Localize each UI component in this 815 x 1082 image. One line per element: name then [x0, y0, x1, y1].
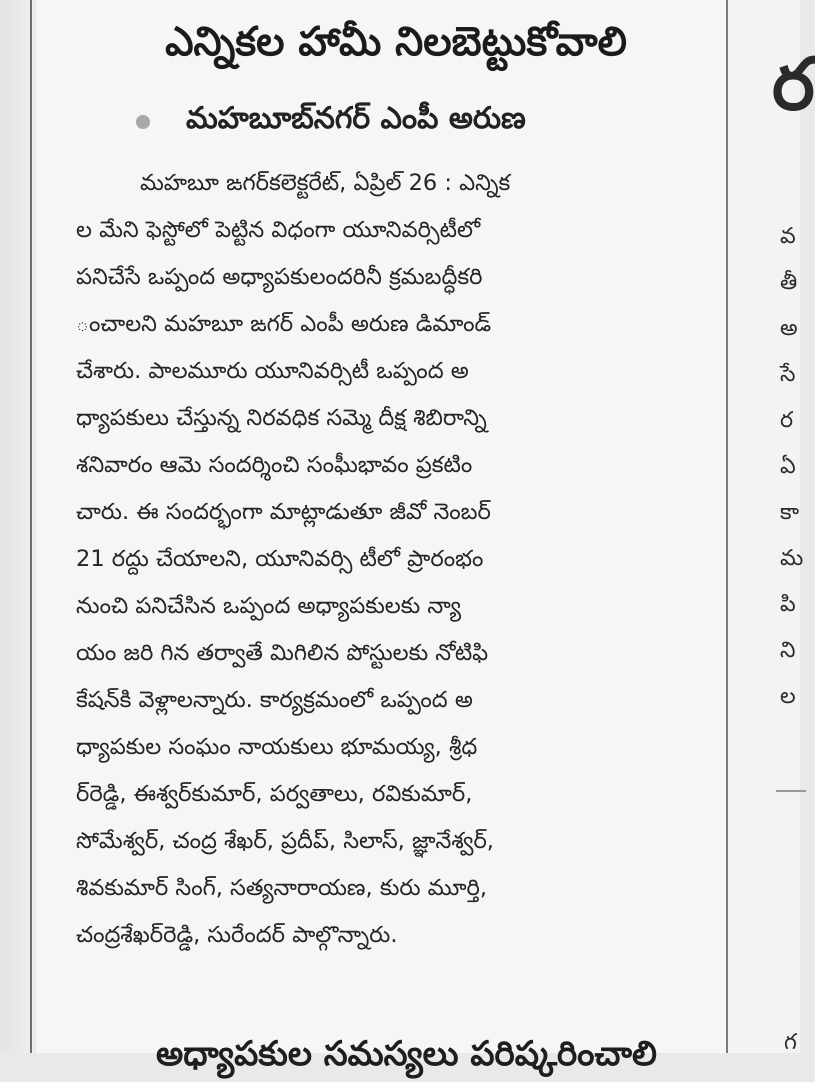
- neighbor-bottom-partial: గ: [784, 1030, 797, 1055]
- article-body: [76, 160, 721, 959]
- body-line: సోమేశ్వర్, చంద్ర శేఖర్, ప్రదీప్, సిలాస్, జ్ఞానేశ్వర్,: [76, 828, 494, 854]
- neighbor-line-start: అ: [780, 316, 798, 341]
- bullet-dot-icon: [136, 115, 150, 129]
- body-line: చేశారు. పాలమూరు యూనివర్సిటీ ఒప్పంద అ: [76, 358, 469, 384]
- body-line: పనిచేసే ఒప్పంద అధ్యాపకులందరినీ క్రమబద్ధీకరి: [76, 264, 483, 290]
- body-line: ధ్యాపకుల సంఘం నాయకులు భూమయ్య, శ్రీధ: [76, 734, 478, 760]
- body-line: ల మేని ఫెస్టోలో పెట్టిన విధంగా యూనివర్సిటీలో: [76, 217, 481, 243]
- neighbor-line-start: సే: [780, 362, 796, 387]
- body-line: ంచాలని మహబూ ఙగర్ ఎంపీ అరుణ డిమాండ్: [76, 311, 492, 337]
- neighbor-line-start: ర: [780, 408, 794, 433]
- neighbor-line-start: ని: [780, 638, 796, 663]
- neighbor-line-start: తీ: [780, 270, 798, 295]
- body-line: చంద్రశేఖర్‌రెడ్డి, సురేందర్ పాల్గొన్నారు.: [76, 922, 398, 948]
- body-line: యం జరి గిన తర్వాతే మిగిలిన పోస్టులకు నోటిఫి: [76, 640, 489, 666]
- neighbor-line-start: వ: [780, 224, 796, 249]
- adjacent-column-left: [0, 0, 34, 1053]
- body-line: శనివారం ఆమె సందర్శించి సంఘీభావం ప్రకటిం: [76, 452, 473, 478]
- subheadline-text: మహబూబ్‌నగర్ ఎంపీ అరుణ: [186, 101, 526, 136]
- news-article: [36, 0, 726, 1074]
- neighbor-line-start: ఏ: [780, 454, 796, 479]
- body-line: 21 రద్దు చేయాలని, యూనివర్సి టీలో ప్రారంభం: [76, 546, 484, 572]
- neighbor-line-starts: [780, 214, 803, 720]
- article-headline: ఎన్నికల హామీ నిలబెట్టుకోవాలి: [165, 19, 627, 65]
- neighbor-line-start: కా: [780, 500, 800, 525]
- column-divider-left: [30, 0, 32, 1053]
- next-headline-text: అధ్యాపకుల సమస్యలు పరిష్కరించాలి: [156, 1034, 657, 1074]
- neighbor-line-start: పి: [780, 592, 796, 617]
- body-line: ధ్యాపకులు చేస్తున్న నిరవధిక సమ్మె దీక్ష శిబిరాన్ని: [76, 405, 487, 431]
- body-line: ర్‌రెడ్డి, ఈశ్వర్‌కుమార్, పర్వతాలు, రవికుమార్,: [76, 781, 473, 807]
- neighbor-line-start: మ: [780, 546, 804, 571]
- body-line: శివకుమార్ సింగ్, సత్యనారాయణ, కురు మూర్తి,: [76, 875, 487, 901]
- adjacent-column-right: [728, 0, 815, 1055]
- next-article-headline-partial: [96, 1026, 736, 1074]
- body-line: మహబూ ఙగర్‌కలెక్టరేట్, ఏప్రిల్ 26 : ఎన్నిక: [140, 170, 511, 196]
- body-line: కేషన్‌కి వెళ్లాలన్నారు. కార్యక్రమంలో ఒప్పంద అ: [76, 687, 473, 713]
- neighbor-divider: [776, 790, 806, 792]
- neighbor-headline-partial: ర: [772, 42, 815, 126]
- neighbor-line-start: ల: [780, 684, 796, 709]
- article-subheadline: [136, 100, 526, 144]
- body-line: నుంచి పనిచేసిన ఒప్పంద అధ్యాపకులకు న్యా: [76, 593, 462, 619]
- body-line: చారు. ఈ సందర్భంగా మాట్లాడుతూ జీవో నెంబర్: [76, 499, 491, 525]
